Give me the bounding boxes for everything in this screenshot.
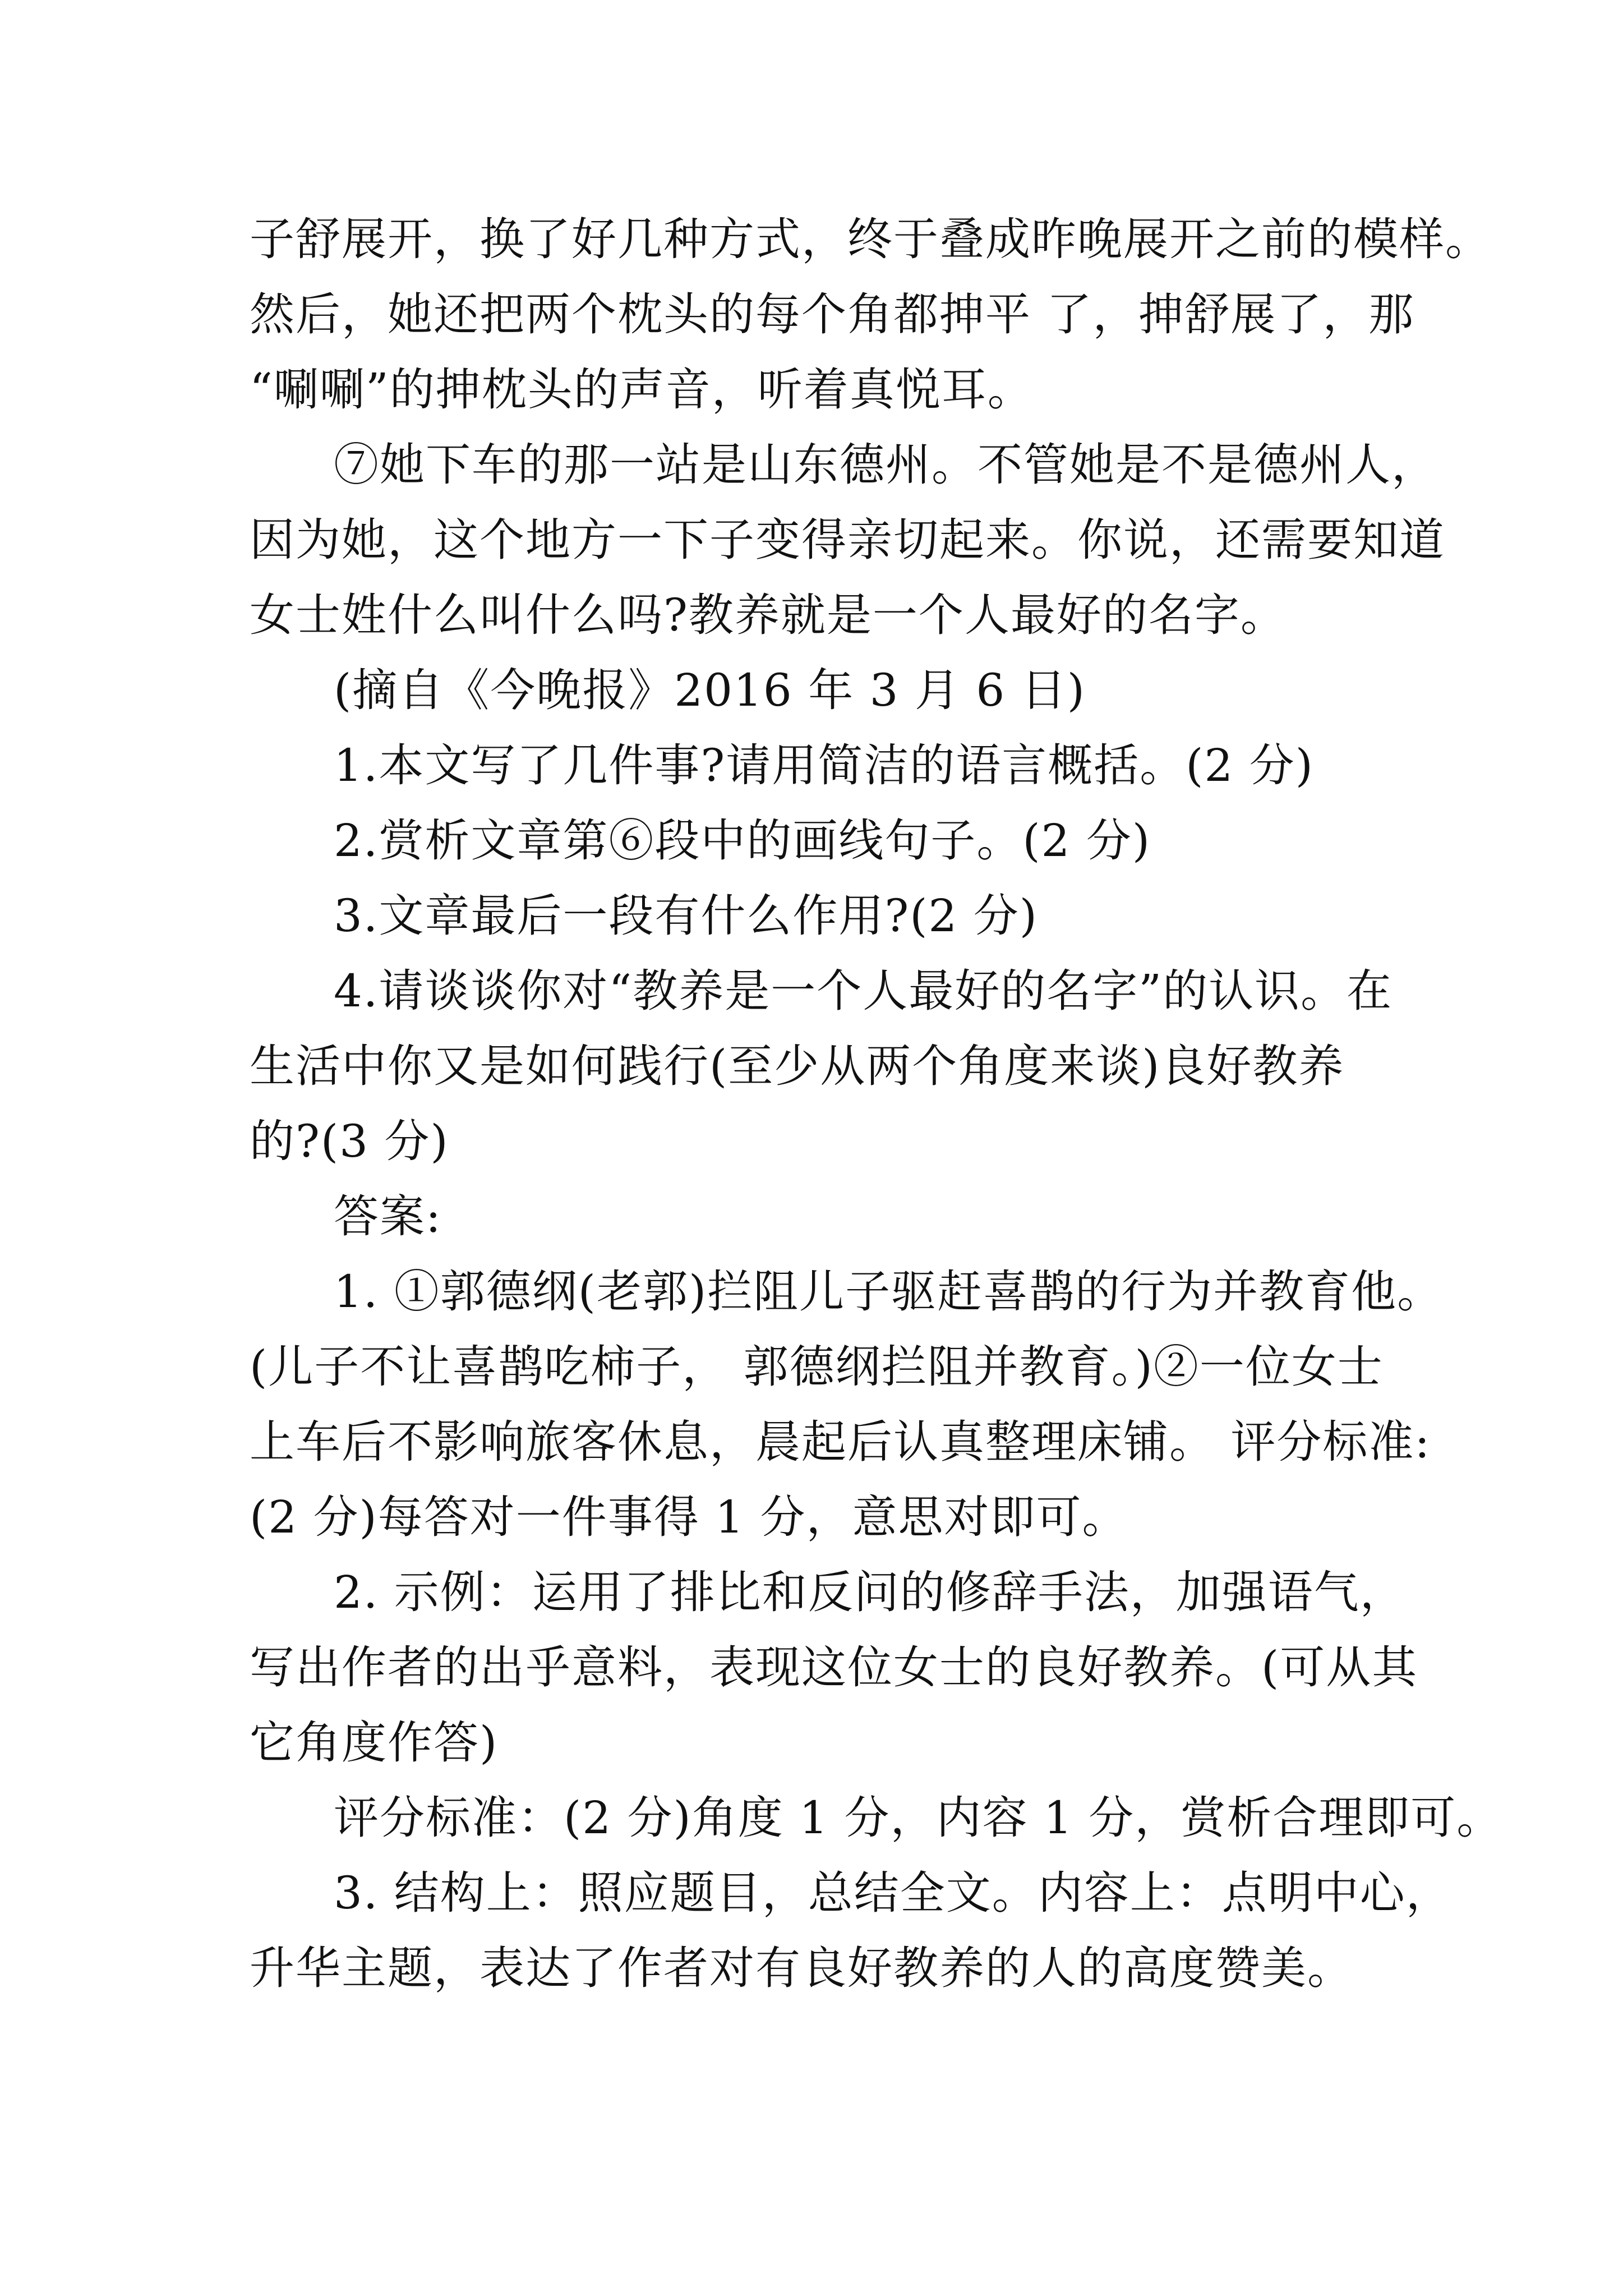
question-1: 1.本文写了几件事?请用简洁的语言概括。(2 分) [334, 739, 1314, 792]
answer-2-line-1: 2. 示例：运用了排比和反问的修辞手法，加强语气， [334, 1566, 1406, 1618]
answer-3-line-2: 升华主题，表达了作者对有良好教养的人的高度赞美。 [250, 1942, 1353, 1994]
answer-3-line-1: 3. 结构上：照应题目，总结全文。内容上：点明中心， [334, 1867, 1452, 1919]
answer-1-line-4: (2 分)每答对一件事得 1 分，意思对即可。 [250, 1491, 1128, 1543]
para7-line-1: ⑦她下车的那一站是山东德州。不管她是不是德州人， [334, 439, 1437, 491]
para6-line-1: 子舒展开，换了好几种方式，终于叠成昨晚展开之前的模样。 [250, 213, 1491, 265]
para6-line-3: “唰唰”的抻枕头的声音，听着真悦耳。 [250, 364, 1034, 416]
question-2: 2.赏析文章第⑥段中的画线句子。(2 分) [334, 815, 1151, 867]
para7-line-2: 因为她，这个地方一下子变得亲切起来。你说，还需要知道 [250, 514, 1445, 566]
question-4-line-1: 4.请谈谈你对“教养是一个人最好的名字”的认识。在 [334, 965, 1393, 1017]
document-body [250, 202, 1503, 2006]
question-4-line-3: 的?(3 分) [250, 1115, 449, 1167]
para6-line-2: 然后，她还把两个枕头的每个角都抻平 了，抻舒展了，那 [250, 288, 1415, 341]
question-3: 3.文章最后一段有什么作用?(2 分) [334, 890, 1038, 942]
question-4-line-2: 生活中你又是如何践行(至少从两个角度来谈)良好教养 [250, 1040, 1345, 1092]
answer-1-line-2: (儿子不让喜鹊吃柿子， 郭德纲拦阻并教育。)②一位女士 [250, 1341, 1384, 1393]
answer-1-line-3: 上车后不影响旅客休息，晨起后认真整理床铺。 评分标准: [250, 1416, 1431, 1468]
answer-1-line-1: 1. ①郭德纲(老郭)拦阻儿子驱赶喜鹊的行为并教育他。 [334, 1266, 1444, 1318]
answer-2-score: 评分标准：(2 分)角度 1 分，内容 1 分，赏析合理即可。 [334, 1792, 1503, 1844]
answer-2-line-3: 它角度作答) [250, 1717, 499, 1769]
answer-2-line-2: 写出作者的出乎意料，表现这位女士的良好教养。(可从其 [250, 1641, 1418, 1694]
para7-line-3: 女士姓什么叫什么吗?教养就是一个人最好的名字。 [250, 589, 1287, 641]
source-citation: (摘自《今晚报》2016 年 3 月 6 日) [334, 664, 1086, 716]
answers-heading: 答案: [334, 1190, 442, 1243]
